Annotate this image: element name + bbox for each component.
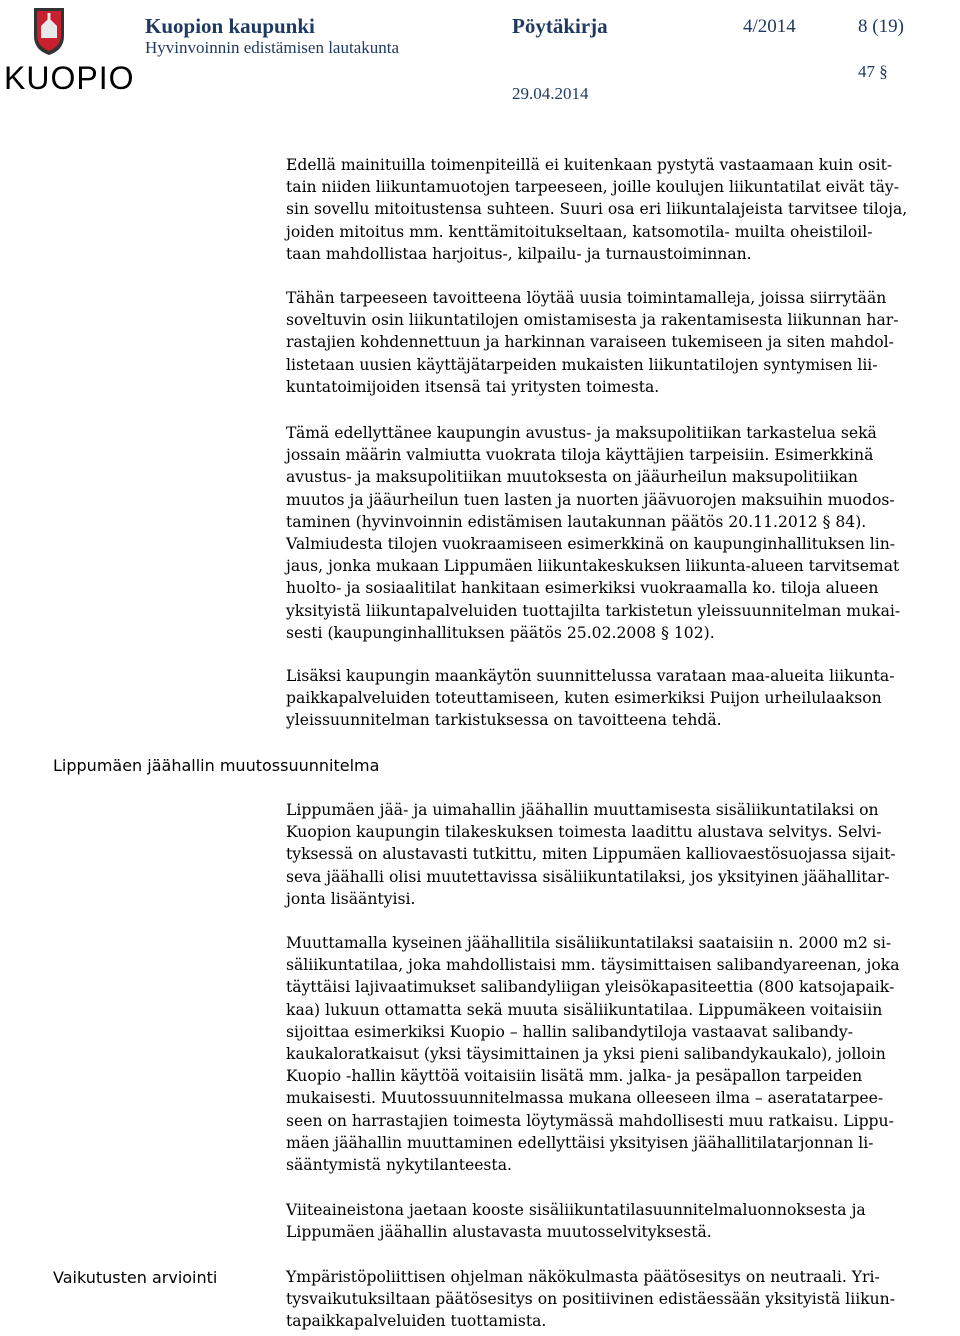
section-number: 47 § bbox=[858, 62, 888, 81]
document-number: 4/2014 bbox=[743, 16, 796, 37]
text-line: listetaan uusien käyttäjätarpeiden mukaisten liikuntatilojen syntymisen lii- bbox=[286, 355, 878, 374]
side-heading-lippumaki: Lippumäen jäähallin muutossuunnitelma bbox=[53, 756, 380, 775]
text-line: sin sovellu mitoitustensa suhteen. Suuri osa eri liikuntalajeista tarvitsee tiloja, bbox=[286, 200, 908, 219]
text-line: kuntatoimijoiden itsensä tai yritysten toimesta. bbox=[286, 377, 660, 396]
text-line: avustus- ja maksupolitiikan muutoksesta on jääurheilun maksupolitiikan bbox=[286, 468, 858, 487]
text-line: Lisäksi kaupungin maankäytön suunnittelussa varataan maa-alueita liikunta- bbox=[286, 667, 895, 685]
text-line: joiden mitoitus mm. kenttämitoitukseltaan, katsomotila- muilta oheistiloil- bbox=[286, 222, 873, 241]
paragraph-6 bbox=[286, 932, 954, 1176]
text-line: jaus, jonka mukaan Lippumäen liikuntakeskuksen liikunta-alueen tarvitsemat bbox=[286, 557, 900, 576]
text-line: mukaisesti. Muutossuunnitelmassa mukana olleeseen ilma – aseratatarpee- bbox=[286, 1089, 884, 1108]
organization-name: Kuopion kaupunki bbox=[145, 14, 315, 38]
text-line: Edellä mainituilla toimenpiteillä ei kuitenkaan pystytä vastaamaan kuin osit- bbox=[286, 156, 893, 174]
text-line: Lippumäen jäähallin alustavasta muutosselvityksestä. bbox=[286, 1223, 712, 1242]
text-line: Ympäristöpoliittisen ohjelman näkökulmasta päätösesitys on neutraali. Yri- bbox=[286, 1268, 880, 1286]
paragraph-3 bbox=[286, 422, 954, 644]
text-line: huolto- ja sosiaalitilat hankitaan esimerkiksi vuokraamalla ko. tiloja alueen bbox=[286, 579, 879, 598]
text-line: Valmiudesta tilojen vuokraamiseen esimerkkinä on kaupunginhallituksen lin- bbox=[286, 535, 896, 554]
text-line: täyttäisi lajivaatimukset salibandyliigan yleisökapasiteettia (800 katsojapaik- bbox=[286, 978, 895, 997]
paragraph-1 bbox=[286, 154, 954, 265]
kuopio-logo bbox=[4, 6, 135, 96]
text-line: seva jäähalli olisi muutettavissa sisäliikuntatilaksi, jos yksityinen jäähallitar- bbox=[286, 867, 890, 886]
text-line: seen on harrastajien toimesta löytymässä mahdollisesti muu ratkaisu. Lippu- bbox=[286, 1111, 894, 1130]
coat-of-arms-icon bbox=[32, 6, 66, 56]
text-line: taan mahdollistaa harjoitus-, kilpailu- ja turnaustoiminnan. bbox=[286, 244, 752, 263]
text-line: tyksessä on alustavasti tutkittu, miten Lippumäen kalliovaestösuojassa sijait- bbox=[286, 845, 896, 864]
text-line: tapaikkapalveluiden tuottamista. bbox=[286, 1312, 547, 1331]
text-line: soveltuvin osin liikuntatilojen omistamisesta ja rakentamisesta liikunnan har- bbox=[286, 311, 899, 330]
committee-name: Hyvinvoinnin edistämisen lautakunta bbox=[145, 38, 400, 57]
paragraph-2 bbox=[286, 287, 954, 398]
logo-text: KUOPIO bbox=[4, 60, 135, 96]
text-line: Lippumäen jää- ja uimahallin jäähallin muuttamisesta sisäliikuntatilaksi on bbox=[286, 801, 879, 819]
text-line: taminen (hyvinvoinnin edistämisen lautakunnan päätös 20.11.2012 § 84). bbox=[286, 512, 867, 531]
text-line: jossain määrin valmiutta vuokrata tiloja käyttäjien tarpeisiin. Esimerkkinä bbox=[286, 446, 874, 465]
paragraph-8 bbox=[286, 1266, 954, 1333]
text-line: kaukaloratkaisut (yksi täysimittainen ja yksi pieni salibandykaukalo), jolloin bbox=[286, 1045, 886, 1064]
paragraph-5 bbox=[286, 799, 954, 910]
document-type: Pöytäkirja bbox=[512, 14, 608, 38]
text-line: tysvaikutuksiltaan päätösesitys on positiivinen edistäessään yksityistä liikun- bbox=[286, 1290, 895, 1309]
text-line: yksityistä liikuntapalveluiden tuottajilta tarkistetun yleissuunnitelman mukai- bbox=[286, 601, 901, 620]
text-line: jonta lisääntyisi. bbox=[286, 889, 416, 908]
text-line: sijoittaa esimerkiksi Kuopio – hallin salibandytiloja vastaavat salibandy- bbox=[286, 1022, 853, 1041]
text-line: muutos ja jääurheilun tuen lasten ja nuorten jäävuorojen maksuihin muodos- bbox=[286, 490, 895, 509]
text-line: Kuopion kaupungin tilakeskuksen toimesta laadittu alustava selvitys. Selvi- bbox=[286, 823, 882, 842]
text-line: Muuttamalla kyseinen jäähallitila sisäliikuntatilaksi saataisiin n. 2000 m2 si- bbox=[286, 934, 892, 952]
text-line: säliikuntatilaa, joka mahdollistaisi mm. täysimittaisen salibandyareenan, joka bbox=[286, 956, 900, 975]
text-line: mäen jäähallin muuttaminen edellyttäisi yksityisen jäähallitilatarjonnan li- bbox=[286, 1133, 874, 1152]
side-heading-impact: Vaikutusten arviointi bbox=[53, 1268, 218, 1287]
text-line: sääntymistä nykytilanteesta. bbox=[286, 1156, 512, 1175]
text-line: yleissuunnitelman tarkistuksessa on tavoitteena tehdä. bbox=[286, 711, 722, 730]
meeting-date: 29.04.2014 bbox=[512, 84, 589, 103]
page-number: 8 (19) bbox=[858, 16, 904, 37]
text-line: paikkapalveluiden toteuttamiseen, kuten esimerkiksi Puijon urheilulaakson bbox=[286, 689, 882, 708]
paragraph-7 bbox=[286, 1199, 954, 1243]
text-line: kaa) lukuun ottamatta sekä muuta sisäliikuntatilaa. Lippumäkeen voitaisiin bbox=[286, 1000, 883, 1019]
text-line: Tämä edellyttänee kaupungin avustus- ja maksupolitiikan tarkastelua sekä bbox=[286, 424, 877, 442]
text-line: Viiteaineistona jaetaan kooste sisäliikuntatilasuunnitelmaluonnoksesta ja bbox=[286, 1201, 866, 1219]
text-line: sesti (kaupunginhallituksen päätös 25.02.2008 § 102). bbox=[286, 623, 715, 642]
text-line: rastajien kohdennettuun ja harkinnan varaiseen tukemiseen ja siten mahdol- bbox=[286, 333, 894, 352]
text-line: Tähän tarpeeseen tavoitteena löytää uusia toimintamalleja, joissa siirrytään bbox=[286, 289, 887, 307]
paragraph-4 bbox=[286, 665, 954, 732]
text-line: tain niiden liikuntamuotojen tarpeeseen, joille koulujen liikuntatilat eivät täy- bbox=[286, 178, 899, 197]
text-line: Kuopio -hallin käyttöä voitaisiin lisätä mm. jalka- ja pesäpallon tarpeiden bbox=[286, 1067, 863, 1086]
